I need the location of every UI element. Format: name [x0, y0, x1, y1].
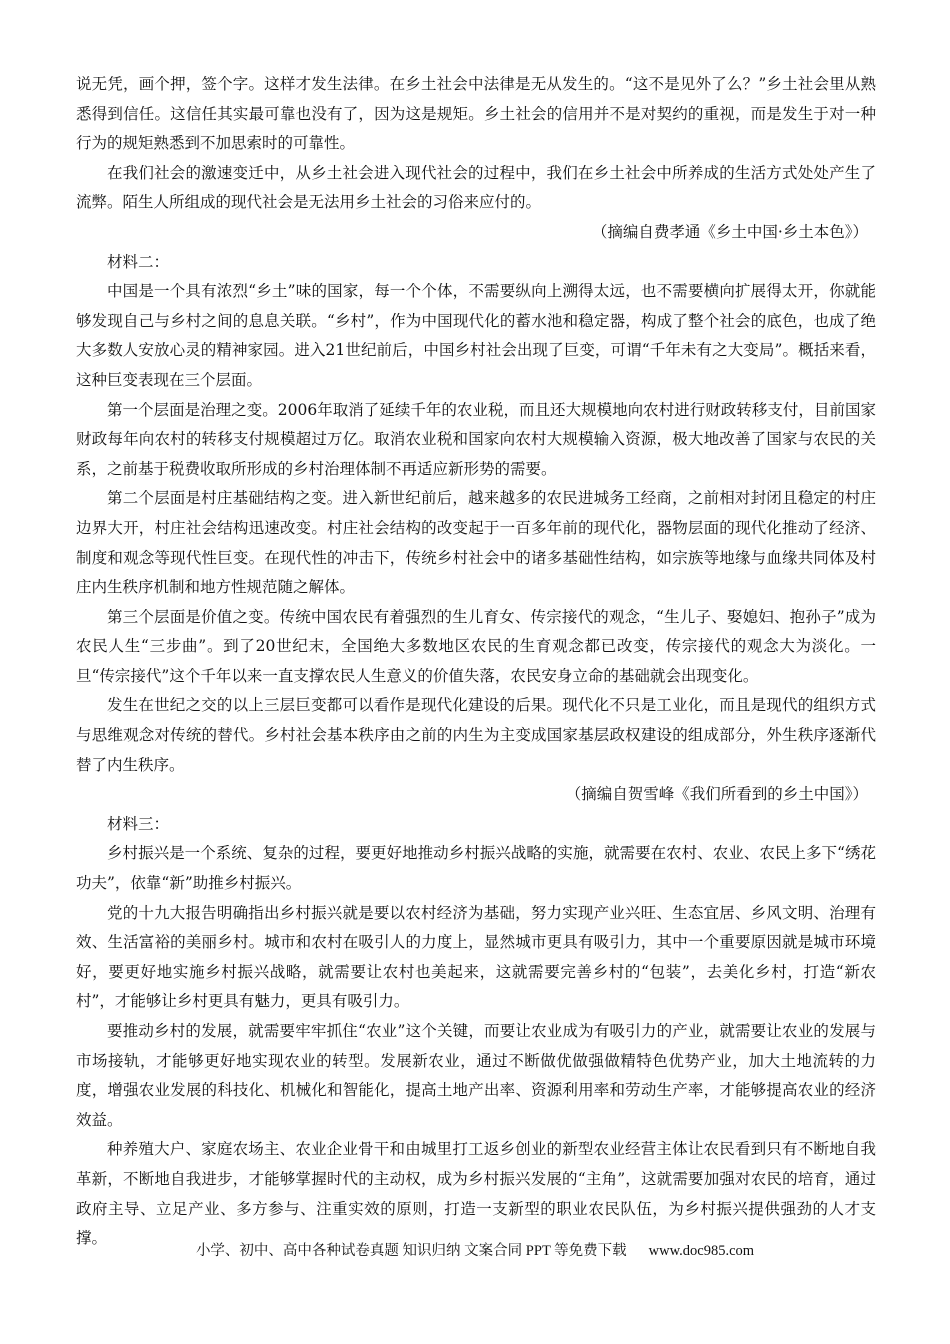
material-2-heading: 材料二：: [107, 252, 170, 271]
footer-url-link[interactable]: www.doc985.com: [648, 1243, 755, 1259]
material-3-paragraph-1: 乡村振兴是一个系统、复杂的过程，要更好地推动乡村振兴战略的实施，就需要在农村、农业、农民上多下“绣花功夫”，依靠“新”助推乡村振兴。: [76, 844, 876, 893]
material-3-heading: 材料三：: [107, 814, 170, 833]
material-2-paragraph-4: 第三个层面是价值之变。传统中国农民有着强烈的生儿育女、传宗接代的观念，“生儿子、娶媳妇、抱孙子”成为农民人生“三步曲”。到了20世纪末，全国绝大多数地区农民的生育观念都已改变，传宗接代的观念大为淡化。一旦“传宗接代”这个千年以来一直支撑农民人生意义的价值失落，农民安身立命的基础就会出现变化。: [76, 607, 876, 685]
material-3-paragraph-4: 种养殖大户、家庭农场主、农业企业骨干和由城里打工返乡创业的新型农业经营主体让农民看到只有不断地自我革新，不断地自我进步，才能够掌握时代的主动权，成为乡村振兴发展的“主角”，这就需要加强对农民的培育，通过政府主导、立足产业、多方参与、注重实效的原则，打造一支新型的职业农民队伍，为乡村振兴提供强劲的人才支撑。: [76, 1140, 876, 1248]
material-2-paragraph-2: 第一个层面是治理之变。2006年取消了延续千年的农业税，而且还大规模地向农村进行财政转移支付，目前国家财政每年向农村的转移支付规模超过万亿。取消农业税和国家向农村大规模输入资源，极大地改善了国家与农民的关系，之前基于税费收取所形成的乡村治理体制不再适应新形势的需要。: [76, 400, 876, 478]
material-3-paragraph-2: 党的十九大报告明确指出乡村振兴就是要以农村经济为基础，努力实现产业兴旺、生态宜居、乡风文明、治理有效、生活富裕的美丽乡村。城市和农村在吸引人的力度上，显然城市更具有吸引力，其中一个重要原因就是城市环境好，要更好地实施乡村振兴战略，就需要让农村也美起来，这就需要完善乡村的“包装”，去美化乡村，打造“新农村”，才能够让乡村更具有魅力，更具有吸引力。: [76, 903, 876, 1011]
intro-paragraph-1: 说无凭，画个押，签个字。这样才发生法律。在乡土社会中法律是无从发生的。“这不是见外了么？”乡土社会里从熟悉得到信任。这信任其实最可靠也没有了，因为这是规矩。乡土社会的信用并不是对契约的重视，而是发生于对一种行为的规矩熟悉到不加思索时的可靠性。: [76, 75, 876, 153]
material-2-paragraph-1: 中国是一个具有浓烈“乡土”味的国家，每一个个体，不需要纵向上溯得太远，也不需要横向扩展得太开，你就能够发现自己与乡村之间的息息关联。“乡村”，作为中国现代化的蓄水池和稳定器，构成了整个社会的底色，也成了绝大多数人安放心灵的精神家园。进入21世纪前后，中国乡村社会出现了巨变，可谓“千年未有之大变局”。概括来看，这种巨变表现在三个层面。: [76, 282, 876, 389]
material-2-paragraph-5: 发生在世纪之交的以上三层巨变都可以看作是现代化建设的后果。现代化不只是工业化，而且是现代的组织方式与思维观念对传统的替代。乡村社会基本秩序由之前的内生为主变成国家基层政权建设的组成部分，外生秩序逐渐代替了内生秩序。: [76, 696, 876, 774]
intro-paragraph-2: 在我们社会的激速变迁中，从乡土社会进入现代社会的过程中，我们在乡土社会中所养成的生活方式处处产生了流弊。陌生人所组成的现代社会是无法用乡土社会的习俗来应付的。: [76, 163, 876, 212]
footer-text: 小学、初中、高中各种试卷真题 知识归纳 文案合同 PPT 等免费下载: [195, 1243, 627, 1259]
article-body: [76, 70, 876, 1254]
page-footer: [0, 1239, 950, 1260]
source-citation-2: （摘编自贺雪峰《我们所看到的乡土中国》）: [565, 785, 868, 804]
source-citation-1: （摘编自费孝通《乡土中国·乡土本色》）: [591, 222, 868, 241]
material-2-paragraph-3: 第二个层面是村庄基础结构之变。进入新世纪前后，越来越多的农民进城务工经商，之前相对封闭且稳定的村庄边界大开，村庄社会结构迅速改变。村庄社会结构的改变起于一百多年前的现代化，器物层面的现代化推动了经济、制度和观念等现代性巨变。在现代性的冲击下，传统乡村社会中的诸多基础性结构，如宗族等地缘与血缘共同体及村庄内生秩序机制和地方性规范随之解体。: [76, 489, 876, 597]
material-3-paragraph-3: 要推动乡村的发展，就需要牢牢抓住“农业”这个关键，而要让农业成为有吸引力的产业，就需要让农业的发展与市场接轨，才能够更好地实现农业的转型。发展新农业，通过不断做优做强做精特色优势产业，加大土地流转的力度，增强农业发展的科技化、机械化和智能化，提高土地产出率、资源利用率和劳动生产率，才能够提高农业的经济效益。: [76, 1022, 876, 1129]
